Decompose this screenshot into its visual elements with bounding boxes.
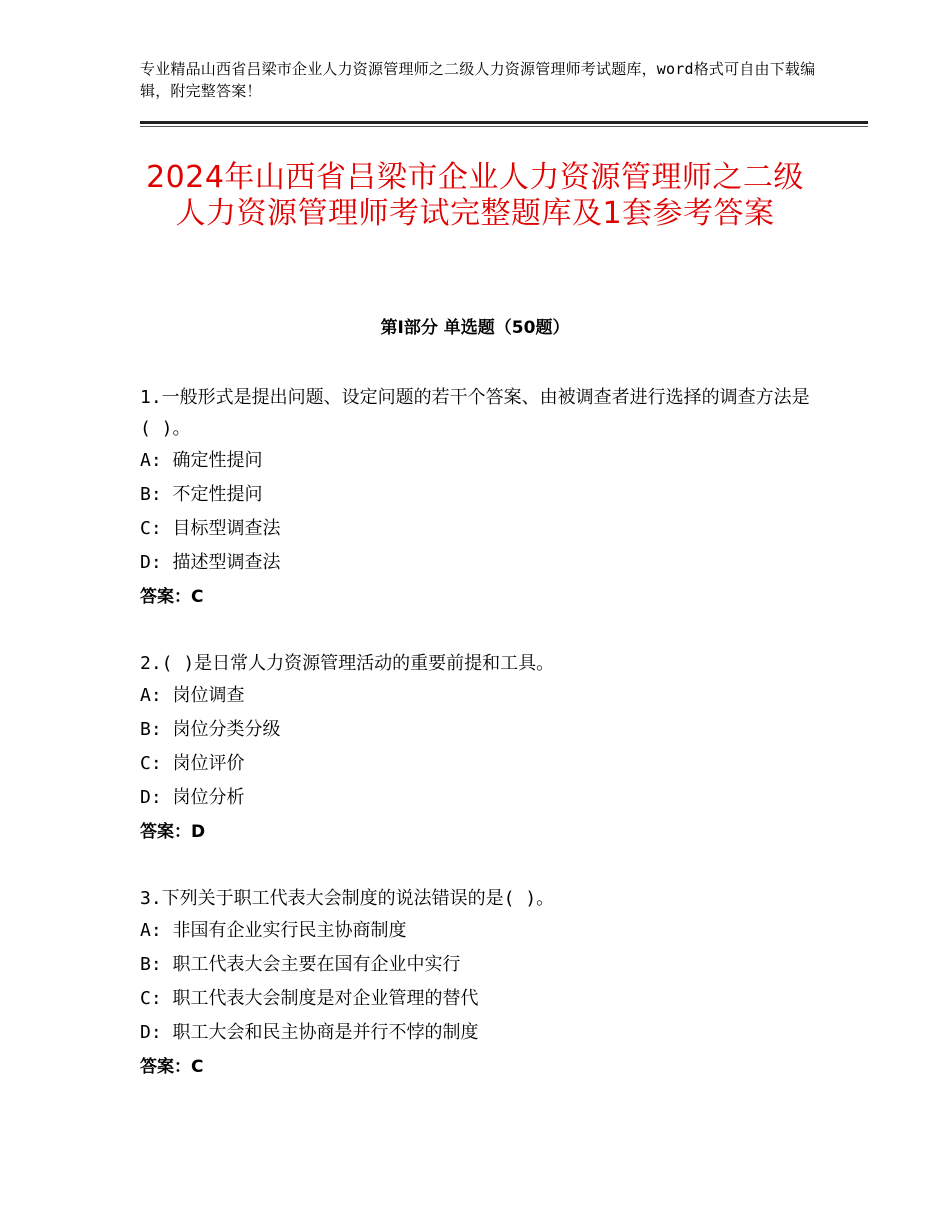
answer: 答案：D [140,822,206,842]
option-b: B: 岗位分类分级 [140,719,281,740]
option-d: D: 职工大会和民主协商是并行不悖的制度 [140,1022,479,1043]
option-c: C: 岗位评价 [140,753,245,774]
question-stem: 1.一般形式是提出问题、设定问题的若干个答案、由被调查者进行选择的调查方法是( )。 [140,387,810,439]
option-c: C: 职工代表大会制度是对企业管理的替代 [140,988,479,1009]
header-divider [140,121,868,124]
question-3 [140,883,820,1084]
question-1 [140,382,820,614]
section-heading: 第Ⅰ部分 单选题（50题） [380,318,570,338]
option-d: D: 岗位分析 [140,787,245,808]
option-c: C: 目标型调查法 [140,518,281,539]
question-stem: 3.下列关于职工代表大会制度的说法错误的是( )。 [140,888,555,909]
option-a: A: 确定性提问 [140,450,263,471]
option-b: B: 不定性提问 [140,484,263,505]
header-divider-thin [140,126,868,127]
question-2 [140,648,820,849]
answer: 答案：C [140,587,204,607]
question-list [140,382,820,1118]
header-note: 专业精品山西省吕梁市企业人力资源管理师之二级人力资源管理师考试题库，word格式可自由下载编辑，附完整答案！ [140,60,816,100]
option-a: A: 岗位调查 [140,685,245,706]
question-stem: 2.( )是日常人力资源管理活动的重要前提和工具。 [140,653,555,674]
option-b: B: 职工代表大会主要在国有企业中实行 [140,954,461,975]
answer: 答案：C [140,1057,204,1077]
option-d: D: 描述型调查法 [140,552,281,573]
option-a: A: 非国有企业实行民主协商制度 [140,920,407,941]
document-title: 2024年山西省吕梁市企业人力资源管理师之二级人力资源管理师考试完整题库及1套参考答案 [146,160,804,231]
